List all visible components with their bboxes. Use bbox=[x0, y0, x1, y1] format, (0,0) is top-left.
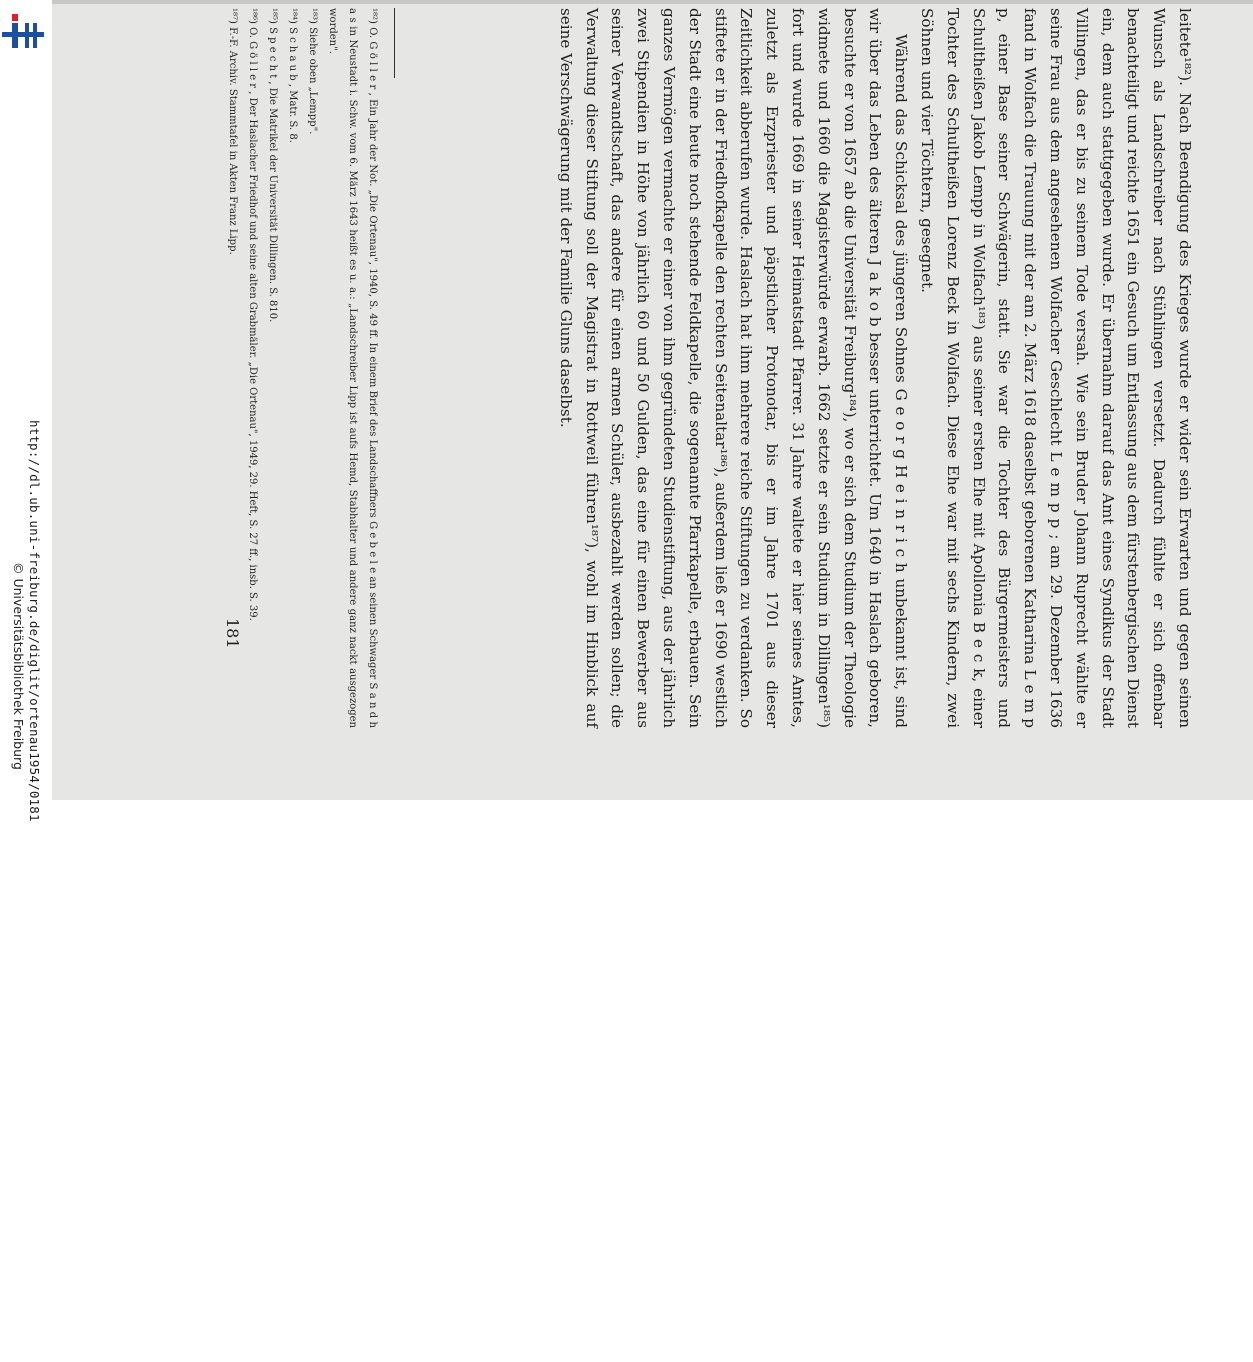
scanned-page-image bbox=[52, 0, 1253, 800]
footnote-186: ¹⁸⁶) O. G ö l l e r , Der Haslacher Friedhof und seine alten Grabmäler. „Die Ortenau", 1949, 29. Heft, S. 27 ff., insb. S. 39. bbox=[247, 8, 258, 621]
copyright-notice: © Universitätsbibliothek Freiburg bbox=[11, 562, 26, 770]
footnote-182: ¹⁸²) O. G ö l l e r , Ein Jahr der Not. „Die Ortenau", 1940, S. 49 ff. In einem Brief des Landschaffners G e b e l e an seinen Schwager S a n d h a s in Neustadt i. Schw. vom 6. März 1643 heißt es u. a.: „Landschreiber Lipp ist aufs Hemd, Stabhalter und andere ganz nackt ausgezogen worden". bbox=[327, 8, 378, 728]
footnotes bbox=[222, 8, 382, 728]
footnote-183: ¹⁸³) Siehe oben „Lempp". bbox=[307, 8, 318, 135]
footnote-separator bbox=[394, 8, 395, 78]
footnote-187: ¹⁸⁷) F.-F. Archiv. Stammtafel in Akten Franz Lipp. bbox=[227, 8, 238, 255]
paragraph-1: leitete¹⁸²). Nach Beendigung des Krieges wurde er wider sein Erwarten und gegen seinen Wunsch als Landschreiber nach Stühlingen versetzt. Dadurch fühlte er sich offenbar benachteiligt und reichte 1651 ein Gesuch um Entlassung aus dem fürstenbergischen Dienst ein, dem auch stattgegeben wurde. Er übernahm darauf das Amt eines Syndikus der Stadt Villingen, das er bis zu seinem Tode versah. Wie sein Bruder Johann Ruprecht wählte er seine Frau aus dem angesehenen Wolfacher Geschlecht L e m p p ; am 29. Dezember 1636 fand in Wolfach die Trauung mit der am 2. März 1618 daselbst geborenen Katharina L e m p p, einer Base seiner Schwägerin, statt. Sie war die Tochter des Bürgermeisters und Schultheißen Jakob Lempp in Wolfach¹⁸³) aus seiner ersten Ehe mit Apollonia B e c k, einer Tochter des Schultheißen Lorenz Beck in Wolfach. Diese Ehe war mit sechs Kindern, zwei Söhnen und vier Töchtern, gesegnet. bbox=[918, 8, 1194, 728]
body-text bbox=[552, 8, 1197, 728]
permalink-url[interactable]: http://dl.ub.uni-freiburg.de/diglit/ortenau1954/0181 bbox=[27, 420, 42, 822]
viewer-sidebar bbox=[0, 0, 52, 822]
footnote-184: ¹⁸⁴) S c h a u b , Matr. S. 8. bbox=[287, 8, 298, 143]
page-number: 181 bbox=[223, 618, 242, 649]
rotated-page-content bbox=[187, 8, 1197, 793]
footnote-185: ¹⁸⁵) S p e c h t , Die Matrikel der Universität Dillingen. S. 810. bbox=[267, 8, 278, 323]
scan-page-edge bbox=[52, 0, 1253, 4]
paragraph-2: Während das Schicksal des jüngeren Sohnes G e o r g H e i n r i c h unbekannt ist, sind wir über das Leben des älteren J a k o b besser unterrichtet. Um 1640 in Haslach geboren, besuchte er von 1657 ab die Universität Freiburg¹⁸⁴), wo er sich dem Studium der Theologie widmete und 1660 die Magisterwürde erwarb. 1662 setzte er sein Studium in Dillingen¹⁸⁵) fort und wurde 1669 in seiner Heimatstadt Pfarrer. 31 Jahre waltete er hier seines Amtes, zuletzt als Erzpriester und päpstlicher Protonotar, bis er im Jahre 1701 aus dieser Zeitlichkeit abberufen wurde. Haslach hat ihm mehrere reiche Stiftungen zu verdanken. So stiftete er in der Friedhofkapelle den rechten Seitenaltar¹⁸⁶), außerdem ließ er 1690 westlich der Stadt eine heute noch stehende Feldkapelle, die sogenannte Pfarrkapelle, erbauen. Sein ganzes Vermögen vermachte er einer von ihm gegründeten Studienstiftung, aus der jährlich zwei Stipendien in Höhe von jährlich 60 und 50 Gulden, das eine für einen Bewerber aus seiner Verwandtschaft, das andere für einen armen Schüler, ausbezahlt werden sollen; die Verwaltung dieser Stiftung soll der Magistrat in Rottweil führen¹⁸⁷), wohl im Hinblick auf seine Verschwägerung mit der Familie Gluns daselbst. bbox=[556, 8, 911, 728]
